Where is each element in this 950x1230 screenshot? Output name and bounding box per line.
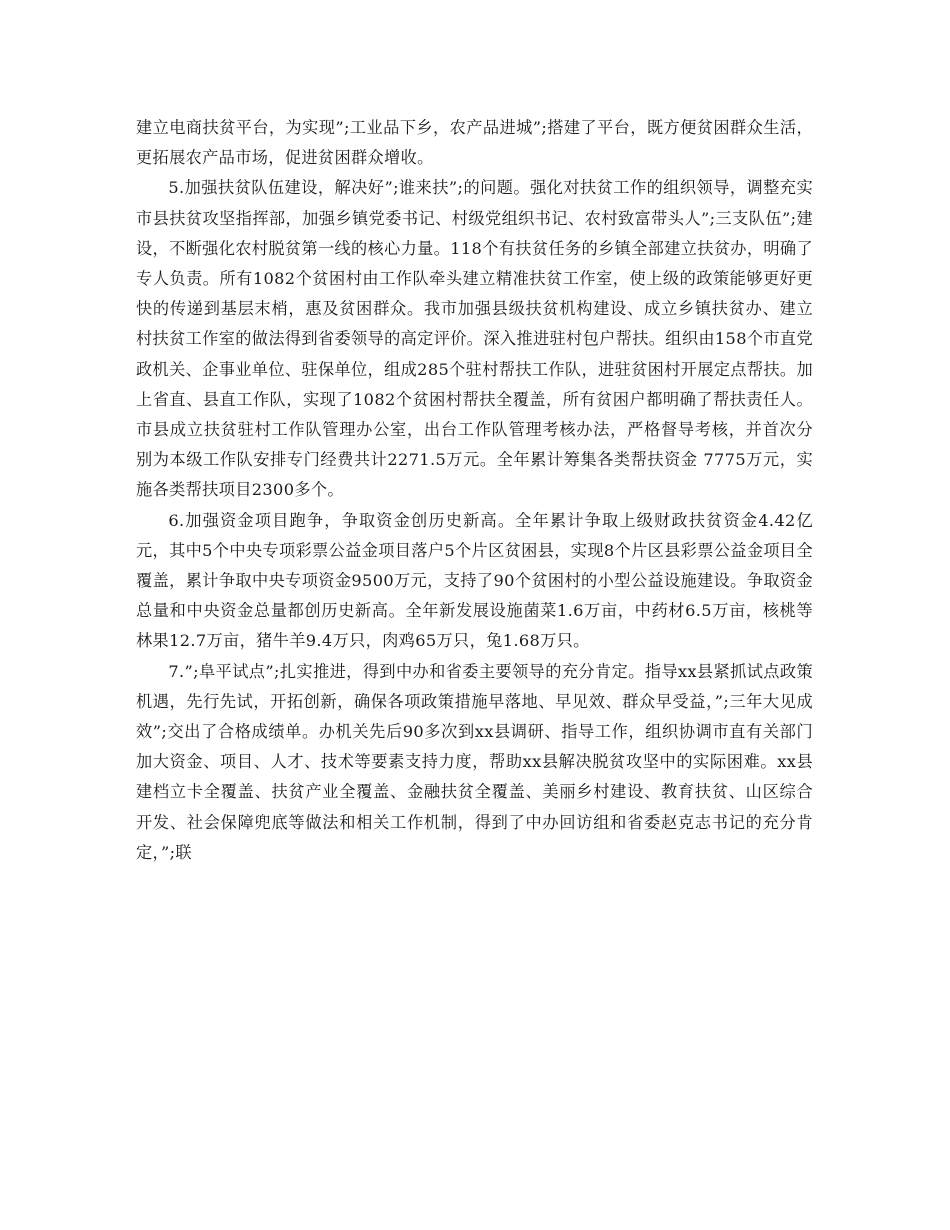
- paragraph-2: 5.加强扶贫队伍建设，解决好”;谁来扶”;的问题。强化对扶贫工作的组织领导，调整充实市县扶贫攻坚指挥部，加强乡镇党委书记、村级党组织书记、农村致富带头人”;三支队伍”;建设，不断强化农村脱贫第一线的核心力量。118个有扶贫任务的乡镇全部建立扶贫办，明确了专人负责。所有1082个贫困村由工作队牵头建立精准扶贫工作室，使上级的政策能够更好更快的传递到基层末梢，惠及贫困群众。我市加强县级扶贫机构建设、成立乡镇扶贫办、建立村扶贫工作室的做法得到省委领导的高定评价。深入推进驻村包户帮扶。组织由158个市直党政机关、企事业单位、驻保单位，组成285个驻村帮扶工作队，进驻贫困村开展定点帮扶。加上省直、县直工作队，实现了1082个贫困村帮扶全覆盖，所有贫困户都明确了帮扶责任人。市县成立扶贫驻村工作队管理办公室，出台工作队管理考核办法，严格督导考核，并首次分别为本级工作队安排专门经费共计2271.5万元。全年累计筹集各类帮扶资金 7775万元，实施各类帮扶项目2300多个。: [136, 178, 813, 500]
- paragraph-3: 6.加强资金项目跑争，争取资金创历史新高。全年累计争取上级财政扶贫资金4.42亿元，其中5个中央专项彩票公益金项目落户5个片区贫困县，实现8个片区县彩票公益金项目全覆盖，累计争取中央专项资金9500万元，支持了90个贫困村的小型公益设施建设。争取资金总量和中央资金总量都创历史新高。全年新发展设施菌菜1.6万亩，中药材6.5万亩，核桃等林果12.7万亩，猪牛羊9.4万只，肉鸡65万只，兔1.68万只。: [136, 510, 813, 651]
- document-body: [136, 113, 813, 868]
- paragraph-1: 建立电商扶贫平台，为实现”;工业品下乡，农产品进城”;搭建了平台，既方便贫困群众生活，更拓展农产品市场，促进贫困群众增收。: [136, 118, 813, 168]
- paragraph-4: 7.”;阜平试点”;扎实推进，得到中办和省委主要领导的充分肯定。指导xx县紧抓试点政策机遇，先行先试，开拓创新，确保各项政策措施早落地、早见效、群众早受益，”;三年大见成效”;交出了合格成绩单。办机关先后90多次到xx县调研、指导工作，组织协调市直有关部门加大资金、项目、人才、技术等要素支持力度，帮助xx县解决脱贫攻坚中的实际困难。xx县建档立卡全覆盖、扶贫产业全覆盖、金融扶贫全覆盖、美丽乡村建设、教育扶贫、山区综合开发、社会保障兜底等做法和相关工作机制，得到了中办回访组和省委赵克志书记的充分肯定，”;联: [136, 661, 813, 862]
